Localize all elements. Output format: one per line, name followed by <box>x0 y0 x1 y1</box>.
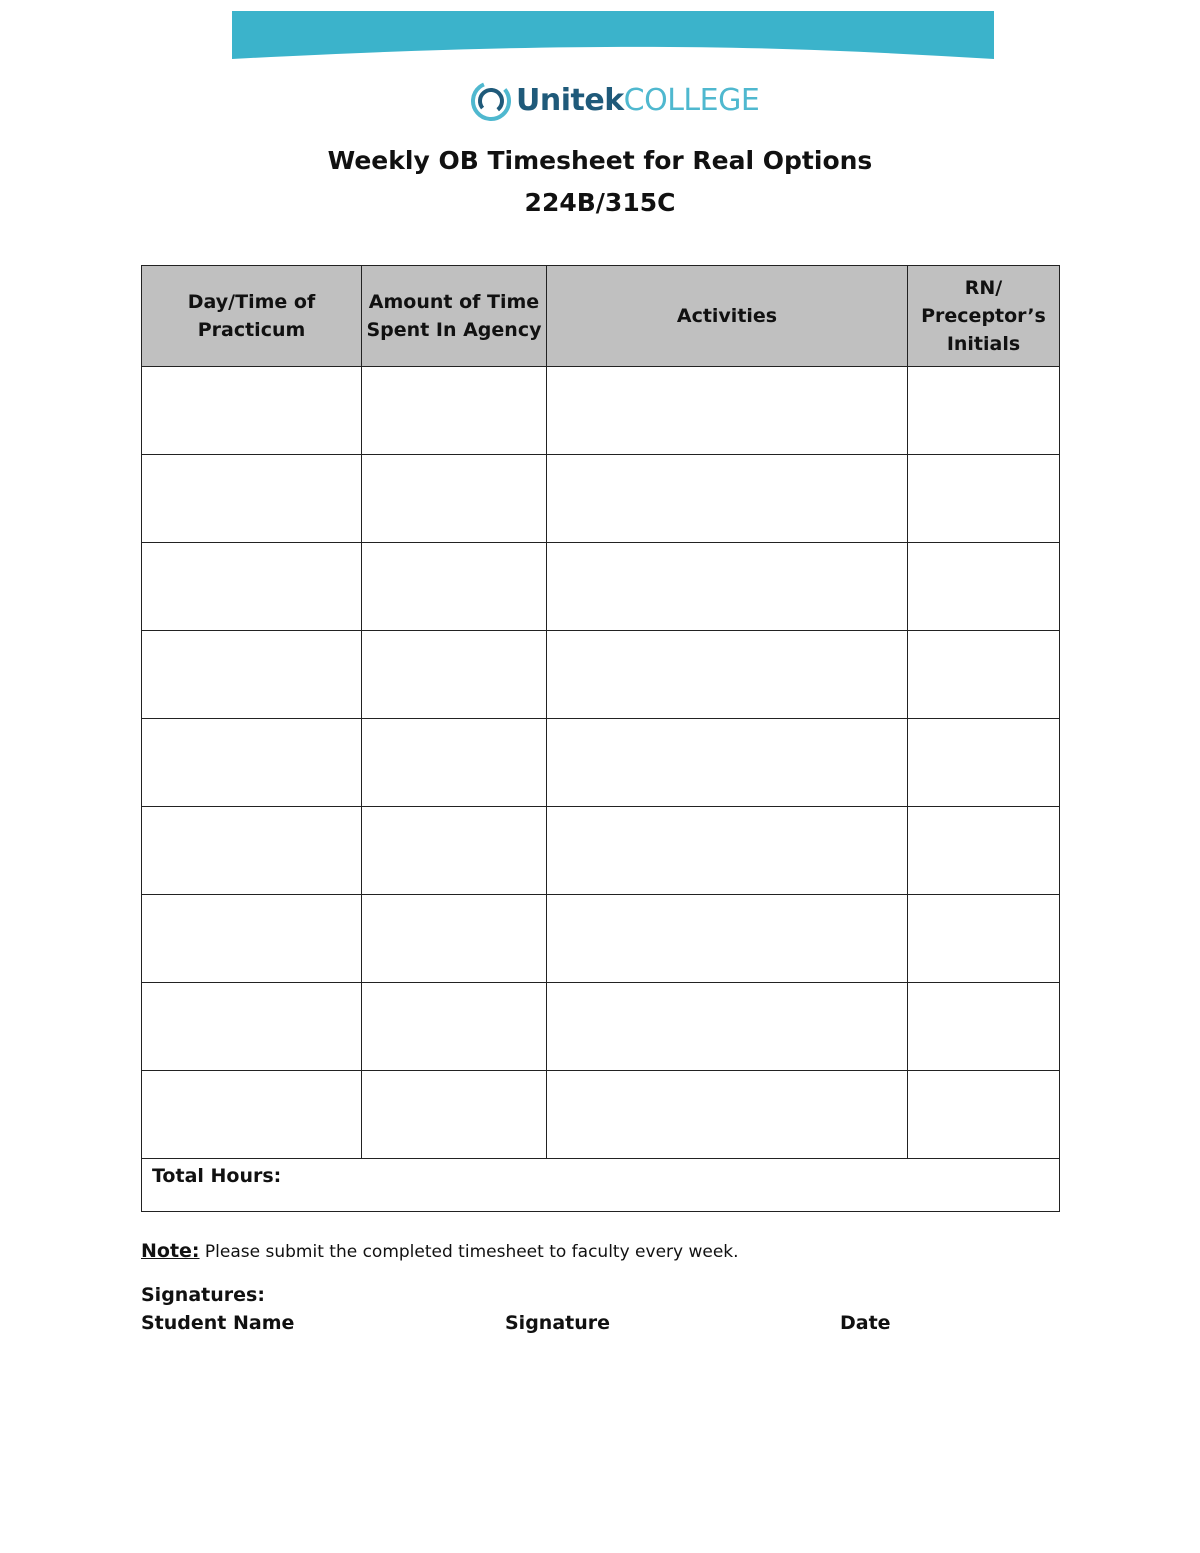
course-code: 224B/315C <box>524 188 676 217</box>
header-day-time <box>142 266 362 367</box>
initials-cell[interactable] <box>908 367 1060 455</box>
time-spent-cell[interactable] <box>362 543 547 631</box>
student-name-field: Student Name <box>141 1312 295 1334</box>
activities-cell[interactable] <box>547 631 908 719</box>
time-spent-cell[interactable] <box>362 719 547 807</box>
header-amount-of-time <box>362 266 547 367</box>
time-spent-cell[interactable] <box>362 631 547 719</box>
total-hours-row <box>142 1159 1060 1212</box>
logo-word-college: COLLEGE <box>623 83 760 118</box>
initials-cell[interactable] <box>908 631 1060 719</box>
time-spent-cell[interactable] <box>362 367 547 455</box>
date-field: Date <box>840 1312 891 1334</box>
header-line: RN/ <box>964 277 1003 299</box>
header-banner <box>232 11 994 63</box>
timesheet-table <box>141 265 1060 1212</box>
header-line: Activities <box>676 305 778 327</box>
header-line: Initials <box>946 333 1021 355</box>
table-row <box>142 895 1060 983</box>
total-hours-label: Total Hours: <box>152 1165 282 1187</box>
table-row <box>142 807 1060 895</box>
initials-cell[interactable] <box>908 807 1060 895</box>
activities-cell[interactable] <box>547 367 908 455</box>
header-activities <box>547 266 908 367</box>
day-time-cell[interactable] <box>142 983 362 1071</box>
table-row <box>142 631 1060 719</box>
day-time-cell[interactable] <box>142 455 362 543</box>
signatures-heading: Signatures: <box>141 1284 265 1306</box>
day-time-cell[interactable] <box>142 367 362 455</box>
activities-cell[interactable] <box>547 543 908 631</box>
note-label: Note: <box>141 1240 200 1262</box>
time-spent-cell[interactable] <box>362 1071 547 1159</box>
time-spent-cell[interactable] <box>362 807 547 895</box>
initials-cell[interactable] <box>908 543 1060 631</box>
initials-cell[interactable] <box>908 895 1060 983</box>
day-time-cell[interactable] <box>142 807 362 895</box>
header-preceptor-initials <box>908 266 1060 367</box>
time-spent-cell[interactable] <box>362 455 547 543</box>
swirl-logo-icon <box>470 80 512 122</box>
submission-note <box>141 1240 739 1262</box>
header-line: Amount of Time <box>368 291 540 313</box>
activities-cell[interactable] <box>547 719 908 807</box>
header-line: Day/Time of <box>187 291 316 313</box>
initials-cell[interactable] <box>908 983 1060 1071</box>
signature-field: Signature <box>505 1312 611 1334</box>
day-time-cell[interactable] <box>142 719 362 807</box>
page-title: Weekly OB Timesheet for Real Options <box>327 146 873 175</box>
table-row <box>142 455 1060 543</box>
activities-cell[interactable] <box>547 455 908 543</box>
time-spent-cell[interactable] <box>362 895 547 983</box>
day-time-cell[interactable] <box>142 1071 362 1159</box>
table-row <box>142 543 1060 631</box>
initials-cell[interactable] <box>908 719 1060 807</box>
table-header-row <box>142 266 1060 367</box>
logo-wordmark <box>516 80 759 122</box>
logo-word-unitek: Unitek <box>516 83 624 118</box>
unitek-college-logo <box>470 78 759 124</box>
activities-cell[interactable] <box>547 983 908 1071</box>
table-row <box>142 1071 1060 1159</box>
header-line: Spent In Agency <box>366 319 542 341</box>
activities-cell[interactable] <box>547 807 908 895</box>
total-hours-cell[interactable] <box>142 1159 1060 1212</box>
table-row <box>142 983 1060 1071</box>
activities-cell[interactable] <box>547 1071 908 1159</box>
initials-cell[interactable] <box>908 455 1060 543</box>
header-line: Preceptor’s <box>921 305 1046 327</box>
initials-cell[interactable] <box>908 1071 1060 1159</box>
header-line: Practicum <box>197 319 306 341</box>
table-row <box>142 367 1060 455</box>
note-text: Please submit the completed timesheet to faculty every week. <box>199 1242 739 1262</box>
table-row <box>142 719 1060 807</box>
day-time-cell[interactable] <box>142 631 362 719</box>
time-spent-cell[interactable] <box>362 983 547 1071</box>
day-time-cell[interactable] <box>142 543 362 631</box>
activities-cell[interactable] <box>547 895 908 983</box>
day-time-cell[interactable] <box>142 895 362 983</box>
